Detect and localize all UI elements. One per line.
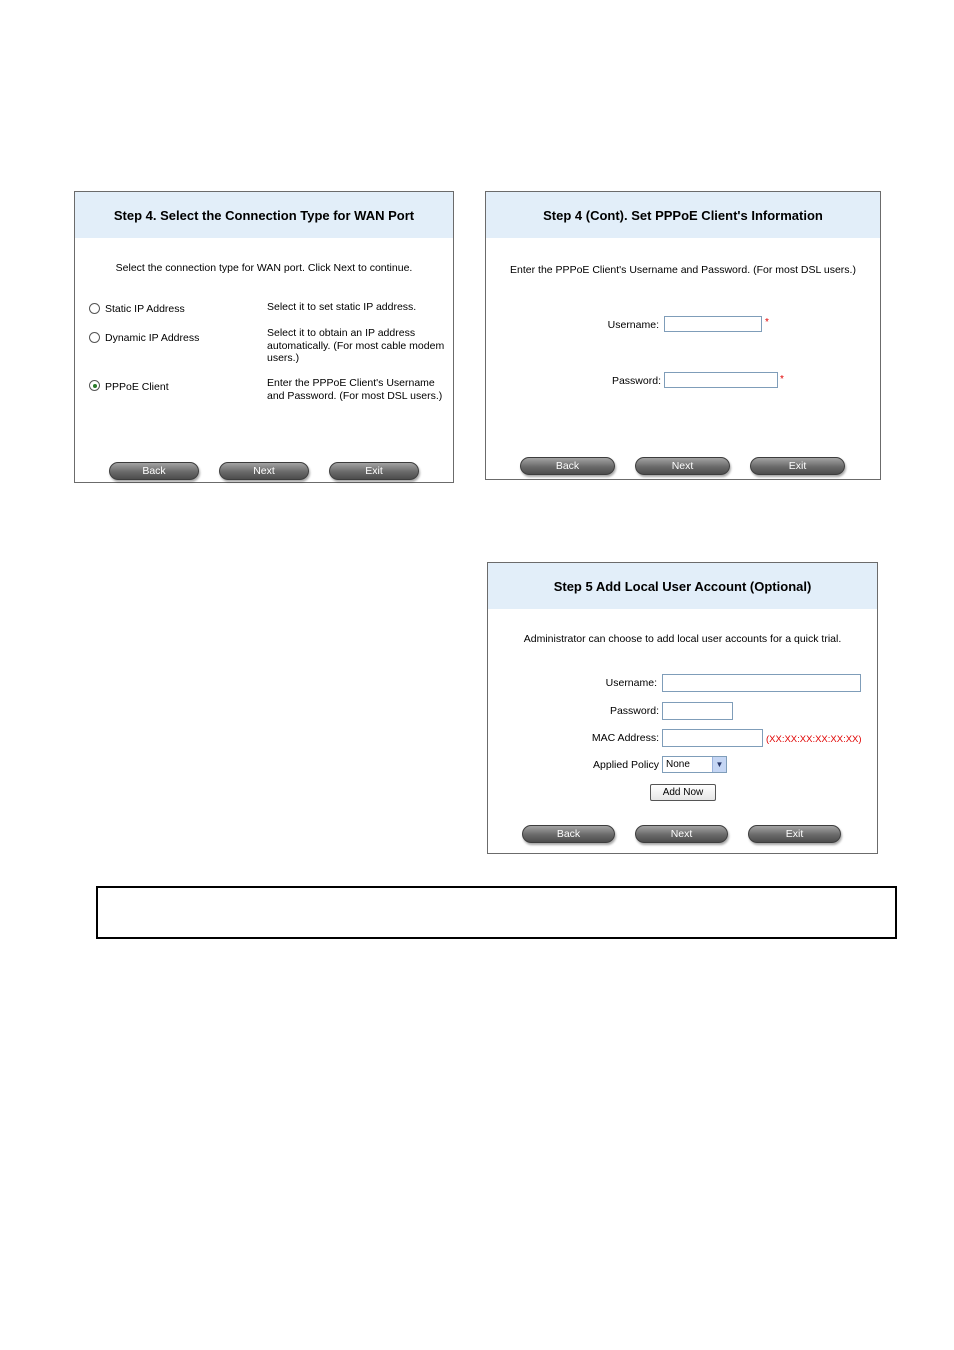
static-ip-radio[interactable] (89, 303, 100, 314)
dynamic-ip-radio[interactable] (89, 332, 100, 343)
pppoe-client-radio[interactable] (89, 380, 100, 391)
exit-button[interactable]: Exit (329, 462, 419, 480)
pppoe-client-desc: Enter the PPPoE Client's Username and Password. (For most DSL users.) (267, 377, 443, 402)
static-ip-desc: Select it to set static IP address. (267, 301, 417, 313)
pppoe-client-label: PPPoE Client (105, 381, 169, 393)
username-input[interactable] (662, 674, 861, 692)
mac-address-label: MAC Address: (591, 732, 659, 744)
add-now-button[interactable]: Add Now (650, 784, 716, 801)
dynamic-ip-desc: Select it to obtain an IP address automatically. (For most cable modem users.) (267, 327, 445, 364)
add-local-user-panel (487, 562, 878, 854)
mac-format-hint: (XX:XX:XX:XX:XX:XX) (766, 734, 862, 745)
password-label: Password: (611, 375, 661, 387)
username-label: Username: (605, 677, 657, 689)
password-input[interactable] (664, 372, 778, 388)
back-button[interactable]: Back (520, 457, 615, 475)
applied-policy-select[interactable] (662, 756, 727, 773)
next-button[interactable]: Next (635, 825, 728, 843)
required-mark: * (765, 317, 769, 328)
password-label: Password: (609, 705, 659, 717)
next-button[interactable]: Next (635, 457, 730, 475)
chevron-down-icon[interactable]: ▼ (712, 757, 726, 772)
username-label: Username: (607, 319, 659, 331)
panel-title: Step 4 (Cont). Set PPPoE Client's Information (486, 192, 880, 238)
next-button[interactable]: Next (219, 462, 309, 480)
connection-type-panel (74, 191, 454, 483)
back-button[interactable]: Back (109, 462, 199, 480)
panel-instruction: Administrator can choose to add local user accounts for a quick trial. (523, 633, 842, 645)
applied-policy-label: Applied Policy (593, 759, 659, 771)
exit-button[interactable]: Exit (750, 457, 845, 475)
applied-policy-value: None (666, 759, 690, 770)
panel-title: Step 4. Select the Connection Type for WAN Port (75, 192, 453, 238)
back-button[interactable]: Back (522, 825, 615, 843)
panel-instruction: Enter the PPPoE Client's Username and Password. (For most DSL users.) (510, 264, 856, 276)
username-input[interactable] (664, 316, 762, 332)
panel-instruction: Select the connection type for WAN port. Click Next to continue. (115, 262, 413, 274)
exit-button[interactable]: Exit (748, 825, 841, 843)
required-mark: * (780, 374, 784, 385)
pppoe-info-panel (485, 191, 881, 480)
static-ip-label: Static IP Address (105, 303, 185, 315)
dynamic-ip-label: Dynamic IP Address (105, 332, 200, 344)
mac-address-input[interactable] (662, 729, 763, 747)
panel-title: Step 5 Add Local User Account (Optional) (488, 563, 877, 609)
password-input[interactable] (662, 702, 733, 720)
note-box (96, 886, 897, 939)
